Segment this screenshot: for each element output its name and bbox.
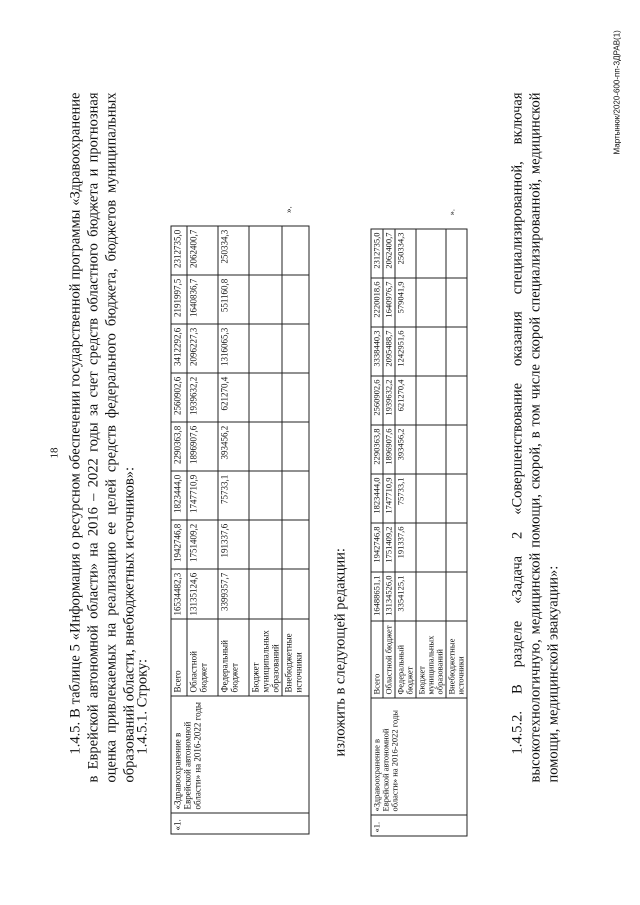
paragraph-1-text: 1.4.5. В таблице 5 «Информация о ресурсном обеспечении государственной программы «Здравоохранение в Еврейской автономной области» на 2016 – 2022 годы за счет средств областного бюджета и прогнозная оценка привлекаемых на реализацию ее целей средств федерального бюджета, бюджетов муниципальных образований области, внебюджетных источников»: [67,92,138,783]
table-row [171,203,187,834]
table-cell: 75733,1 [218,471,249,520]
table-cell [446,278,467,327]
program-name: «Здравоохранение в Еврейской автономной области» на 2016-2022 годы [171,696,309,813]
table-cell [249,569,282,619]
table-cell: 16488651,1 [371,572,383,621]
table-cell [446,376,467,425]
table-cell [446,572,467,621]
table-cell: 2062400,7 [383,229,395,278]
table-cell-end [171,203,187,226]
table-cell: 2312735,0 [371,229,383,278]
table-cell: 1823444,0 [371,474,383,523]
table-cell [282,569,309,619]
table-cell: 1896907,6 [383,425,395,474]
funding-source: Областной бюджет [187,619,218,696]
table-cell [416,327,446,376]
closing-quote: ». [283,206,293,213]
table-cell: 1640836,7 [187,275,218,324]
row-number: «1. [371,815,467,836]
table-cell: 2095488,7 [383,327,395,376]
table-cell: 191337,6 [218,520,249,569]
table-cell: 621270,4 [218,373,249,422]
table-cell: 1316065,3 [218,324,249,373]
table-cell: 1747710,9 [187,471,218,520]
funding-source: Областной бюджет [383,621,395,698]
table-cell: 1640976,7 [383,278,395,327]
table-original-row [171,203,310,835]
table-cell: 1939632,2 [187,373,218,422]
table-cell: 2312735,0 [171,226,187,275]
table-cell [446,229,467,278]
table-cell: 1942746,8 [171,520,187,569]
subpoint-1: 1.4.5.1. Строку: [134,658,151,755]
table-cell [416,278,446,327]
table-cell [282,520,309,569]
table-cell [282,422,309,471]
table-cell-end [395,206,416,229]
funding-source: Федеральный бюджет [218,619,249,696]
table-cell: 2290363,8 [371,425,383,474]
rotated-content [1,0,640,905]
table-cell: 2290363,8 [171,422,187,471]
table-cell: 2220018,6 [371,278,383,327]
funding-source: Всего [171,619,187,696]
table-cell: 579041,9 [395,278,416,327]
funding-source: Бюджет муниципальных образований [416,621,446,698]
table-cell: 621270,4 [395,376,416,425]
row-number: «1. [171,813,309,834]
table-cell [416,229,446,278]
table-cell-end [383,206,395,229]
funding-source: Внебюджетные источники [282,619,309,696]
table-cell-end [249,203,282,226]
program-name: «Здравоохранение в Еврейской автономной области» на 2016-2022 годы [371,698,467,815]
table-cell: 1823444,0 [171,471,187,520]
table-cell-end [371,206,383,229]
table-cell: 3338440,3 [371,327,383,376]
table-cell: 1747710,9 [383,474,395,523]
paragraph-2-text: 1.4.5.2. В разделе «Задача 2 «Совершенствование оказания специализированной, включая высокотехнологичную, медицинской помощи, скорой, в том числе скорой специализированной, медицинской помощи, медицинской эвакуации»: [509,92,562,783]
table-cell-end [187,203,218,226]
table-cell: 2560902,6 [371,376,383,425]
table-cell: 2560902,6 [171,373,187,422]
table-cell: 1751409,2 [383,523,395,572]
table-cell: 191337,6 [395,523,416,572]
table-cell: 393456,2 [218,422,249,471]
table-cell [249,471,282,520]
table-cell [282,324,309,373]
table-cell: 250334,3 [218,226,249,275]
table-cell [282,226,309,275]
table-cell: 3354125,1 [395,572,416,621]
table-cell [282,275,309,324]
table-cell: 1939632,2 [383,376,395,425]
table-cell [249,520,282,569]
funding-source: Бюджет муниципальных образований [249,619,282,696]
table-cell [282,471,309,520]
funding-source: Всего [371,621,383,698]
paragraph-1 [67,93,139,783]
table-cell: 3412292,6 [171,324,187,373]
table-cell: 2062400,7 [187,226,218,275]
table-cell [416,425,446,474]
table-cell [416,523,446,572]
table-cell: 13134526,0 [383,572,395,621]
paragraph-2 [509,93,563,783]
table-cell: 2096227,3 [187,324,218,373]
table-cell: 16534482,3 [171,569,187,619]
table-cell-end [218,203,249,226]
table-cell [249,373,282,422]
table-cell [416,376,446,425]
table-cell: 75733,1 [395,474,416,523]
document-stamp: Мартынюк/2020-600-пп-ЗДРАВ(1) [612,30,622,155]
table-cell: 2191997,5 [171,275,187,324]
closing-quote: ». [446,209,456,216]
table-cell [446,474,467,523]
table-cell-end [416,206,446,229]
table-cell: 1242951,6 [395,327,416,376]
table-cell [446,425,467,474]
table-cell: 3399357,7 [218,569,249,619]
table-cell [249,226,282,275]
subpoint-2: изложить в следующей редакции: [332,548,349,757]
page-number: 18 [48,447,61,459]
table-cell [446,523,467,572]
table-cell: 250334,3 [395,229,416,278]
funding-source: Федеральный бюджет [395,621,416,698]
table-new-row [371,206,468,837]
table-row [371,206,383,836]
table-cell [249,275,282,324]
table-cell [416,572,446,621]
table-cell: 1896907,6 [187,422,218,471]
table-cell: 393456,2 [395,425,416,474]
table-cell [249,422,282,471]
table-cell: 13135124,6 [187,569,218,619]
table-cell: 1751409,2 [187,520,218,569]
table-cell [282,373,309,422]
table-cell: 1942746,8 [371,523,383,572]
table-cell [416,474,446,523]
table-cell [249,324,282,373]
table-cell [446,327,467,376]
funding-source: Внебюджетные источники [446,621,467,698]
table-cell: 551160,8 [218,275,249,324]
